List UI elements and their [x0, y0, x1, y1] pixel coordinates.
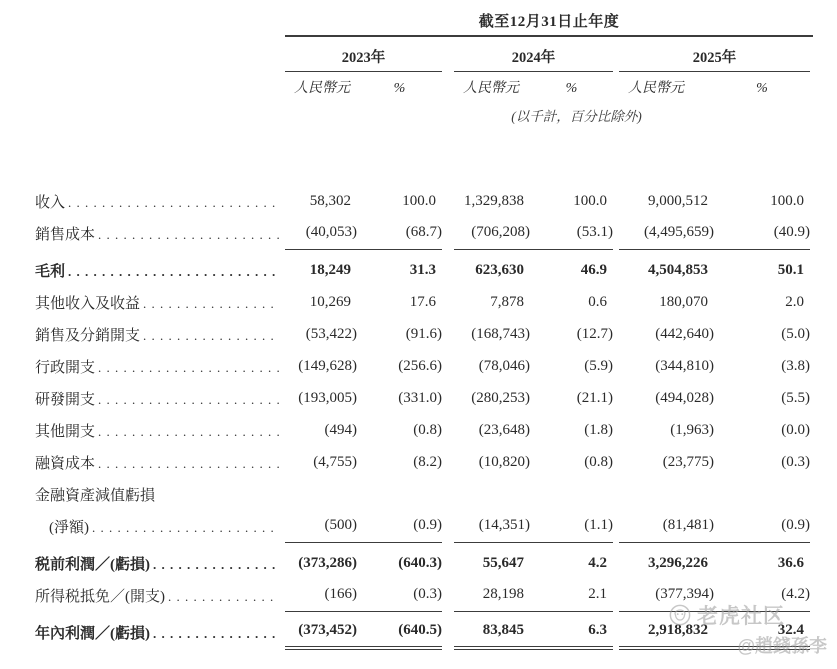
value-cell: (166) [285, 579, 357, 612]
value-cell: 6.3 [530, 614, 613, 650]
value-cell: (1.1) [530, 510, 613, 543]
dot-leader [153, 626, 279, 643]
row-label [35, 324, 285, 345]
row-label [35, 516, 285, 537]
value-cell: 83,845 [454, 614, 530, 650]
value-cell: (193,005) [298, 389, 357, 406]
value-cell: 7,878 [490, 293, 524, 310]
dot-leader [98, 227, 279, 244]
table-row [35, 414, 810, 446]
value-cell: (5.9) [584, 357, 613, 374]
row-label [35, 223, 285, 244]
value-cell [714, 478, 810, 510]
value-cell: (494,028) [655, 389, 714, 406]
value-cell: (8.2) [413, 453, 442, 470]
dot-leader [92, 520, 279, 537]
table-row [35, 446, 810, 478]
value-cell: (0.0) [781, 421, 810, 438]
dot-leader [153, 557, 279, 574]
row-label [35, 292, 285, 313]
value-cell [619, 478, 714, 510]
row-label-text: 年內利潤／(虧損) [35, 625, 150, 642]
value-cell: 0.6 [588, 293, 607, 310]
value-cell: (5.0) [781, 325, 810, 342]
value-cell: (3.8) [781, 357, 810, 374]
row-label-text: 融資成本 [35, 455, 96, 472]
unit-note: (以千計，百分比除外) [511, 109, 642, 124]
dot-leader [143, 296, 279, 313]
row-label-text: 所得税抵免／(開支) [35, 588, 165, 605]
value-cell: 2.0 [785, 293, 804, 310]
column-gap [442, 547, 454, 579]
table-row [35, 547, 810, 579]
financial-statement-page [35, 10, 810, 653]
row-label-text: 行政開支 [35, 359, 96, 376]
year-header-2024: 2024年 [511, 50, 556, 66]
value-cell [285, 478, 357, 510]
column-gap [442, 510, 454, 542]
table-row [35, 185, 810, 217]
value-cell: 58,302 [309, 192, 351, 209]
row-label-text: 其他收入及收益 [35, 295, 141, 312]
value-cell: (0.3) [357, 579, 442, 612]
value-cell: (21.1) [576, 389, 613, 406]
value-cell: 32.4 [714, 614, 810, 650]
column-gap [442, 318, 454, 350]
value-cell: (706,208) [454, 217, 530, 250]
percent-header-2025: % [756, 81, 768, 96]
value-cell: 10,269 [309, 293, 351, 310]
row-label-text: 金融資產減值虧損 [35, 487, 156, 504]
row-label [35, 388, 285, 409]
value-cell: (4,755) [313, 453, 357, 470]
value-cell: 4,504,853 [648, 261, 708, 278]
row-label [35, 452, 285, 473]
value-cell: (23,775) [662, 453, 714, 470]
value-cell: (280,253) [471, 389, 530, 406]
dot-leader [143, 328, 279, 345]
value-cell: 36.6 [777, 554, 804, 571]
column-gap [442, 414, 454, 446]
row-label-text: (淨額) [49, 519, 89, 536]
value-cell [454, 478, 530, 510]
value-cell: (640.3) [398, 554, 442, 571]
value-cell: 17.6 [409, 293, 436, 310]
percent-header-2024: % [565, 81, 578, 96]
row-label [35, 585, 285, 606]
column-gap [442, 185, 454, 217]
column-gap [442, 446, 454, 478]
currency-header-2025: 人民幣元 [628, 81, 684, 96]
value-cell: (149,628) [298, 357, 357, 374]
value-cell: (331.0) [398, 389, 442, 406]
value-cell: 100.0 [573, 192, 607, 209]
row-label-text: 其他開支 [35, 423, 96, 440]
value-cell: (373,286) [298, 554, 357, 571]
row-label-text: 銷售成本 [35, 226, 96, 243]
percent-header-2023: % [393, 81, 406, 96]
value-cell: 18,249 [309, 261, 351, 278]
column-gap [442, 286, 454, 318]
dot-leader [98, 424, 279, 441]
table-row [35, 286, 810, 318]
row-label-text: 收入 [35, 194, 66, 211]
value-cell [530, 478, 613, 510]
column-gap [442, 254, 454, 286]
value-cell: 46.9 [580, 261, 607, 278]
value-cell: (78,046) [478, 357, 530, 374]
value-cell: 100.0 [402, 192, 436, 209]
year-header-2025: 2025年 [692, 50, 737, 66]
row-label [35, 553, 285, 574]
table-row [35, 382, 810, 414]
value-cell: (0.3) [781, 453, 810, 470]
value-cell: (168,743) [471, 325, 530, 342]
row-label-text: 税前利潤／(虧損) [35, 556, 150, 573]
value-cell: (40,053) [285, 217, 357, 250]
dot-leader [68, 264, 279, 281]
table-row [35, 510, 810, 542]
dot-leader [68, 195, 279, 212]
value-cell: (256.6) [398, 357, 442, 374]
value-cell: (14,351) [454, 510, 530, 543]
table-row [35, 217, 810, 249]
currency-header-2024: 人民幣元 [463, 81, 519, 96]
value-cell: (5.5) [781, 389, 810, 406]
value-cell: 28,198 [454, 579, 530, 612]
value-cell: (91.6) [405, 325, 442, 342]
value-cell [357, 478, 442, 510]
watermark-community-name: 老虎社区 [697, 605, 785, 628]
value-cell: (53.1) [530, 217, 613, 250]
row-label [35, 260, 285, 281]
row-label [35, 420, 285, 441]
value-cell: (40.9) [714, 217, 810, 250]
value-cell: (81,481) [619, 510, 714, 543]
column-headers [35, 37, 810, 97]
value-cell: 55,647 [482, 554, 524, 571]
row-label-text: 銷售及分銷開支 [35, 327, 141, 344]
column-gap [442, 579, 454, 611]
row-label-text: 研發開支 [35, 391, 96, 408]
value-cell: (12.7) [576, 325, 613, 342]
column-gap [442, 350, 454, 382]
value-cell: (442,640) [655, 325, 714, 342]
value-cell: (0.8) [584, 453, 613, 470]
value-cell: 2,918,832 [619, 614, 714, 650]
table-row [35, 579, 810, 611]
row-label [35, 356, 285, 377]
value-cell: (68.7) [357, 217, 442, 250]
value-cell: 1,329,838 [464, 192, 524, 209]
value-cell: 3,296,226 [648, 554, 708, 571]
row-label [35, 484, 285, 505]
value-cell: 2.1 [530, 579, 613, 612]
value-cell: 180,070 [659, 293, 708, 310]
value-cell: (1.8) [584, 421, 613, 438]
row-label [35, 622, 285, 643]
period-title: 截至12月31日止年度 [478, 14, 620, 30]
column-gap [442, 217, 454, 249]
value-cell: (0.9) [357, 510, 442, 543]
value-cell: (0.8) [413, 421, 442, 438]
value-cell: 50.1 [777, 261, 804, 278]
table-row [35, 350, 810, 382]
value-cell: (640.5) [357, 614, 442, 650]
row-label [35, 191, 285, 212]
column-gap [442, 616, 454, 648]
value-cell: (4,495,659) [619, 217, 714, 250]
value-cell: (500) [285, 510, 357, 543]
year-header-2023: 2023年 [341, 50, 386, 66]
table-row [35, 254, 810, 286]
value-cell: (23,648) [478, 421, 530, 438]
dot-leader [168, 589, 279, 606]
value-cell: (494) [324, 421, 357, 438]
value-cell: (53,422) [305, 325, 357, 342]
value-cell: 623,630 [475, 261, 524, 278]
watermark-user-handle: @趙錢孫李 [737, 636, 827, 656]
income-statement-table [35, 185, 810, 648]
value-cell: 100.0 [770, 192, 804, 209]
value-cell: (10,820) [478, 453, 530, 470]
value-cell: 4.2 [588, 554, 607, 571]
table-row [35, 478, 810, 510]
value-cell: 9,000,512 [648, 192, 708, 209]
value-cell: 31.3 [409, 261, 436, 278]
column-gap [442, 382, 454, 414]
value-cell: (344,810) [655, 357, 714, 374]
currency-header-2023: 人民幣元 [294, 81, 350, 96]
table-row [35, 616, 810, 648]
value-cell: (377,394) [619, 579, 714, 612]
dot-leader [98, 360, 279, 377]
dot-leader [98, 456, 279, 473]
value-cell: (1,963) [670, 421, 714, 438]
value-cell: (0.9) [714, 510, 810, 543]
column-gap [442, 478, 454, 510]
dot-leader [98, 392, 279, 409]
value-cell: (373,452) [285, 614, 357, 650]
value-cell: (4.2) [714, 579, 810, 612]
table-row [35, 318, 810, 350]
row-label-text: 毛利 [35, 263, 66, 280]
